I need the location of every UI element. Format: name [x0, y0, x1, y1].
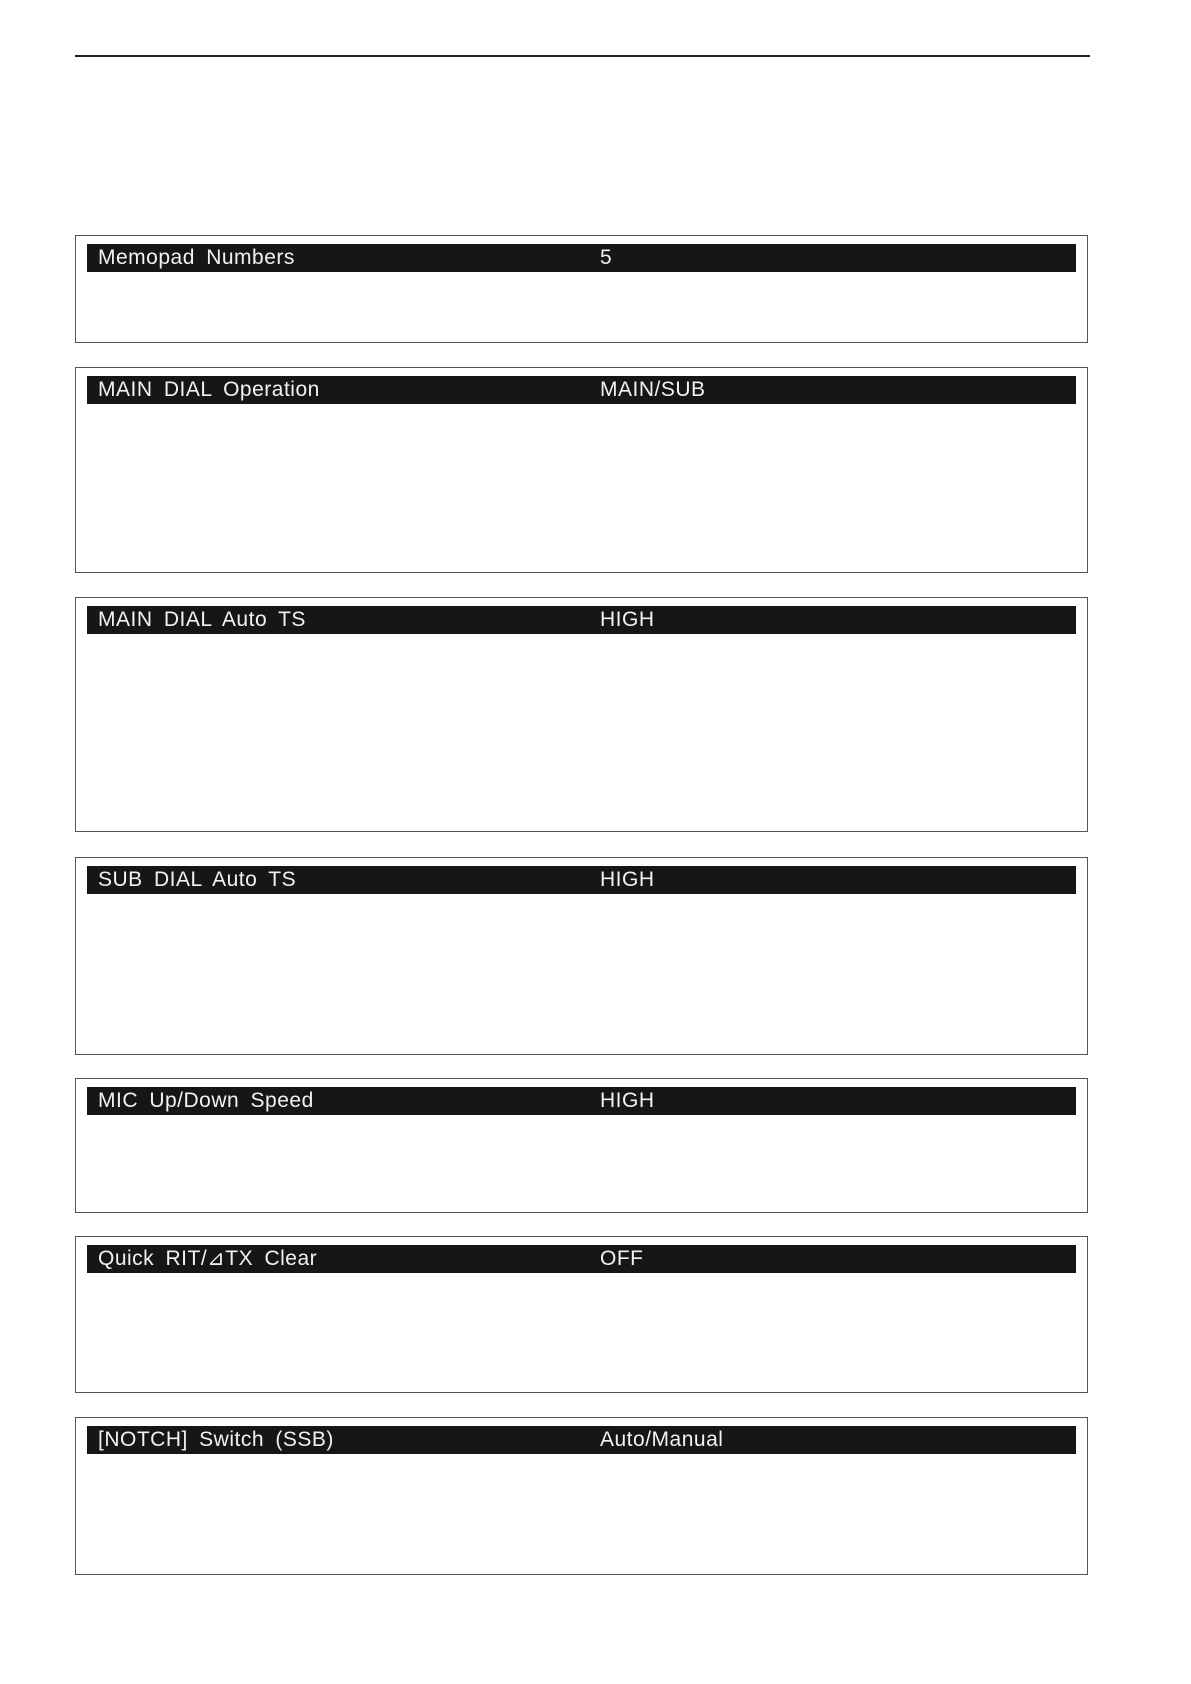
setting-label: MAIN DIAL Auto TS	[98, 608, 306, 631]
setting-box-mic-up-down-speed	[75, 1078, 1088, 1213]
setting-label: SUB DIAL Auto TS	[98, 868, 297, 891]
setting-label: Memopad Numbers	[98, 246, 295, 269]
setting-title-bar	[87, 376, 1076, 404]
setting-default-value: Auto/Manual	[600, 1428, 724, 1451]
setting-title-bar	[87, 866, 1076, 894]
setting-default-value: 5	[600, 246, 613, 269]
setting-title-bar	[87, 606, 1076, 634]
setting-default-value: MAIN/SUB	[600, 378, 706, 401]
setting-label: MAIN DIAL Operation	[98, 378, 320, 401]
setting-box-notch-switch-ssb	[75, 1417, 1088, 1575]
setting-label: Quick RIT/⊿TX Clear	[98, 1247, 318, 1270]
setting-label: [NOTCH] Switch (SSB)	[98, 1428, 334, 1451]
setting-title-bar	[87, 1426, 1076, 1454]
setting-box-main-dial-auto-ts	[75, 597, 1088, 832]
setting-label: MIC Up/Down Speed	[98, 1089, 314, 1112]
setting-box-sub-dial-auto-ts	[75, 857, 1088, 1055]
setting-default-value: HIGH	[600, 1089, 655, 1112]
setting-title-bar	[87, 244, 1076, 272]
setting-box-memopad-numbers	[75, 235, 1088, 343]
setting-default-value: OFF	[600, 1247, 644, 1270]
setting-box-main-dial-operation	[75, 367, 1088, 573]
header-rule	[75, 55, 1090, 57]
setting-default-value: HIGH	[600, 608, 655, 631]
setting-box-quick-rit-clear	[75, 1236, 1088, 1393]
setting-title-bar	[87, 1087, 1076, 1115]
setting-title-bar	[87, 1245, 1076, 1273]
setting-default-value: HIGH	[600, 868, 655, 891]
